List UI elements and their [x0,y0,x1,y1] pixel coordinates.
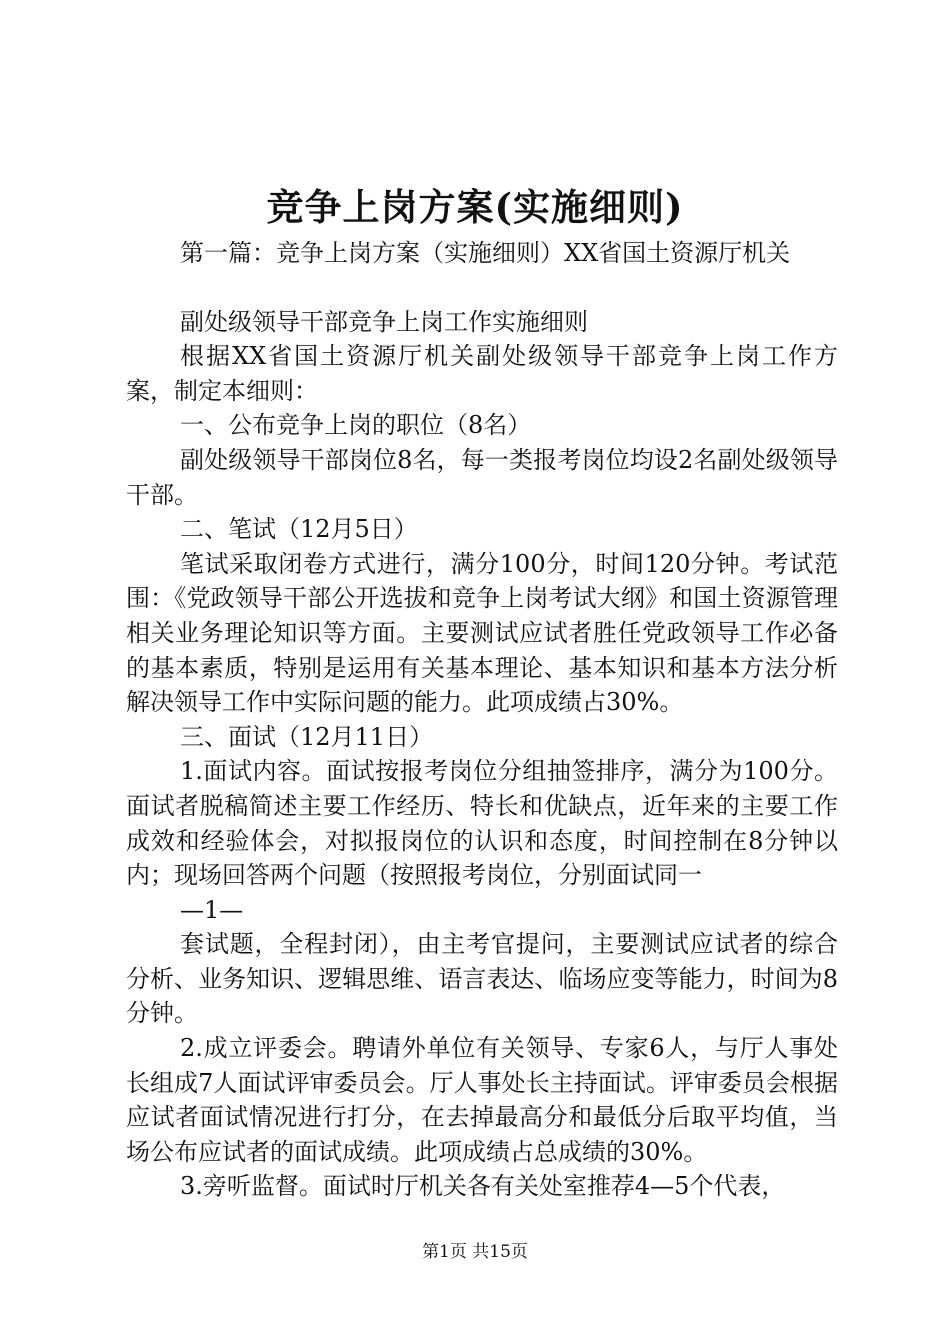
paragraph-interview-continued: 套试题，全程封闭），由主考官提问，主要测试应试者的综合分析、业务知识、逻辑思维、语言表达、临场应变等能力，时间为8分钟。 [126,930,838,1028]
paragraph-intro: 根据XX省国土资源厅机关副处级领导干部竞争上岗工作方案，制定本细则： [126,342,838,405]
heading-positions: 一、公布竞争上岗的职位（8名） [180,411,532,440]
page-footer: 第1页 共15页 [422,1242,528,1262]
paragraph-interview-content: 1.面试内容。面试按报考岗位分组抽签排序，满分为100分。面试者脱稿简述主要工作经历、特长和优缺点，近年来的主要工作成效和经验体会，对拟报岗位的认识和态度，时间控制在8分钟以内；现场回答两个问题（按照报考岗位，分别面试同一 [126,757,838,890]
blank-line [126,271,838,305]
heading-written-exam: 二、笔试（12月5日） [180,515,418,544]
inline-page-marker: —1— [180,895,244,924]
heading-interview: 三、面试（12月11日） [180,722,434,751]
document-title: 竞争上岗方案(实施细则) [266,185,684,229]
paragraph-supervision: 3.旁听监督。面试时厅机关各有关处室推荐4—5个代表， [180,1172,786,1201]
paragraph-positions: 副处级领导干部岗位8名，每一类报考岗位均设2名副处级领导干部。 [126,445,838,509]
document-body [126,236,838,1204]
paragraph-section-heading: 第一篇：竞争上岗方案（实施细则）XX省国土资源厅机关 [180,239,791,267]
paragraph-written-exam: 笔试采取闭卷方式进行，满分100分，时间120分钟。考试范围：《党政领导干部公开选拔和竞争上岗考试大纲》和国土资源管理相关业务理论知识等方面。主要测试应试者胜任党政领导工作必备的基本素质，特别是运用有关基本理论、基本知识和基本方法分析解决领导工作中实际问题的能力。此项成绩占30%。 [126,549,838,717]
paragraph-subtitle: 副处级领导干部竞争上岗工作实施细则 [180,307,588,336]
paragraph-committee: 2.成立评委会。聘请外单位有关领导、专家6人，与厅人事处长组成7人面试评审委员会。厅人事处长主持面试。评审委员会根据应试者面试情况进行打分，在去掉最高分和最低分后取平均值，当场公布应试者的面试成绩。此项成绩占总成绩的30%。 [126,1034,838,1166]
